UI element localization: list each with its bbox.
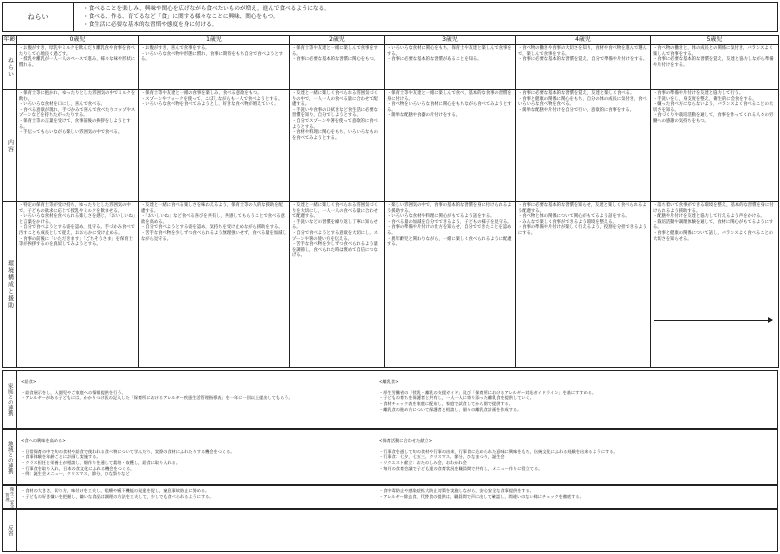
age-header-row [3, 36, 779, 45]
age-header-label: 年齢 [3, 36, 16, 43]
community-label: 地域との連携 [3, 430, 17, 484]
community-left-text: ・日常保育の中で旬の食材や給食で使われる食べ物について学んだり，実際の食材にふれたりする機会をつくる。 ・食事体験を年齢ごとに計画し実施する。 ・クラス担任と栄養士が相談し，畑作りを通して栽培・収穫し，給食に取り入れる。 ・行事食を取り入れ，日本の食文化にふれる機会をつくる。 ・例：誕生会メニュー，クリスマス，節分，ひな祭りなど [21, 448, 235, 477]
env-cell-age0: ・特定の保育士等が受け持ち，ゆったりとした雰囲気の中で，子どもの欲求に応じて授乳やミルクを飲ませる。 ・いろいろな食材を食べられる楽しさを感じ，「おいしいね」と言葉をかける。 ・自分で食べようとする姿を認め，見守る。手づかみ食べで汚すことも成長として捉え，おおらかに受け止める。 ・食事の前後に「いただきます」「ごちそうさま」を保育士等が挨拶するのを真似してみようとする。 [17, 202, 139, 368]
row-label-content: 内容 [3, 90, 17, 202]
reflection-section [2, 509, 778, 552]
aims-cell-age4: ・食べ物の働きや食事の大切さを知り，食材や食べ物を進んで選んで，楽しんで食事をする。 ・食事に必要な基本的な習慣を覚え，自分で準備や片付けをする。 [516, 45, 651, 90]
aims-text: ・食べることを楽しみ，興味や関心を広げながら食べたいものが増え，進んで食べるようになる。 ・食べる、作る、育てるなど「食」に関する様々なことに興味、関心をもつ。 ・食生活に必要な基本的な習慣や態度を身に付ける。 [83, 6, 330, 28]
content-cell-age0: ・保育士等に抱かれ，ゆったりとした雰囲気の中でミルクを飲む。 ・いろいろな食材を口にし，喜んで食べる。 ・食べる意欲が現れ，手づかみで喜んで食べたりコップやスプーンなどを持ちたがったりする。 ・保育士等の言葉を受けて，食事前後の挨拶をしようとする。 ・手伝ってもらいながら楽しい雰囲気の中で食べる。 [17, 90, 139, 202]
family-left-text: ・給食展示をし，入園児やご家庭への情報提供を行う。 ・アレルギーがある子どもには，かかりつけ医の記入した「保育所におけるアレルギー疾患生活管理指導表」を一年に一回以上提出してもらう。 [21, 389, 293, 401]
env-cell-age5: ・落ち着いて食事ができる環境を整え，基本的な習慣を身に付けられるよう援助する。 ・配膳や片付けを友達と協力して行えるよう声をかける。 ・栽培活動や調理体験を通して，食材に関心がもてるようにする。 ・食事と健康の関係について話し，バランスよく食べることの大切さを知らせる。 [651, 202, 779, 368]
food-education-plan [2, 2, 778, 552]
family-label: 家庭との連携 [3, 371, 17, 428]
content-cell-age3: ・保育士等や友達と一緒に楽しんで食べ，基本的な食事の習慣を身に付ける。 ・食べ物をいろいろな食材に関心をもちながら食べてみようとする。 ・簡単な配膳や食器の片付けをする。 [385, 90, 516, 202]
content-row [3, 90, 779, 202]
row-label-aims: ねらい [3, 45, 17, 90]
content-cell-age5: ・食事の準備や片付けを友達と協力して行う。 ・手洗いをし，身支度を整え，衛生的に会食をする。 ・嫌った食べ方にならないよう，バランスよく食べることの大切さを知る。 ・食づくりや栽培活動を通して，食事を作ってくれる人々の労働への感謝の気持ちをもつ。 [651, 90, 779, 202]
family-right [379, 373, 775, 418]
aims-label: ねらい [3, 3, 74, 31]
aims-cell-age2: ・保育士等や友達と一緒に楽しんで食事をする。 ・食事に必要な基本的な習慣に関心をもつ。 [290, 45, 385, 90]
content-cell-age1: ・保育士等や友達と一緒の食事を楽しみ，食べる意欲をもつ。 ・スプーンやフォークを使って，こぼしながらも一人で食べようとする。 ・いろいろな食べ物を食べてみようとし，好きな食べ物が増えていく。 [139, 90, 290, 202]
hygiene-label: 衛生・安全管理 [3, 486, 17, 508]
family-left [21, 373, 371, 407]
hygiene-right: ・食中毒防止や感染症拡大防止対策を実施しながら，安心安全な食事提供をする。 ・アレルギー除去食，代替食の提供は，職員間で声に出して確認し，間違いのない様にチェックを徹底する。 [379, 488, 584, 499]
aims-cell-age1: ・お腹がすき，喜んで食事をする。 ・いろいろな食べ物や形態に慣れ，食事に期待をもち自分で食べようとする。 [139, 45, 290, 90]
environment-row [3, 202, 779, 368]
age-col-2: 2歳児 [290, 36, 385, 45]
env-cell-age3: ・楽しい雰囲気の中で，食事の基本的な習慣を身に付けられるよう援助する。 ・いろいろな食材や料理に関心がもてるよう話をする。 ・食べる量の加減を自分でできるよう，子どもの様子を見守る。 ・食事の準備や片付けの仕方を知らせ，自分でできたことを認める。 ・異年齢児と関わりながら，一緒に楽しく食べられるように配慮する。 [385, 202, 516, 368]
arrow-head [768, 317, 773, 323]
community-left [21, 432, 371, 482]
family-right-title: <離乳食> [379, 378, 399, 384]
family-left-title: <給食> [21, 378, 37, 384]
row-label-environment: 環境構成と援助 [3, 202, 17, 368]
age-col-1: 1歳児 [139, 36, 290, 45]
content-cell-age2: ・友達と一緒に楽しく食べられる雰囲気づくりの中で，一人一人の食べる量に合わせて配慮する。 ・手洗いや食事の口拭きなど食生活に必要な習慣を知り，自分でしようとする。 ・自分でスプーンや箸を使って意欲的に食べようとする。 ・食材や料理に関心をもち，いろいろなものを食べてみようとする。 [290, 90, 385, 202]
community-right [379, 432, 775, 477]
overall-aims-box [2, 2, 778, 32]
env-cell-age2: ・友達と一緒に楽しく食べられる雰囲気づくりを大切にし，一人一人の食べる量に合わせて配慮する。 ・手洗いなどの習慣を繰り返し丁寧に知らせる。 ・自分で食べようとする意欲を大切にし，スプーンや箸の使い方を伝える。 ・苦手な食べ物を少しずつ食べられるよう量を調節し，食べられた時は褒めて自信につなげる。 [290, 202, 385, 368]
family-section [2, 370, 778, 429]
continuation-arrow [654, 320, 772, 321]
family-right-text: ・厚生労働省の「授乳・離乳の支援ガイド」及び「保育所におけるアレルギー対応ガイドライン」を基にすすめる。 ・子どもの育ちを保護者と共有し，一人一人に寄り添った離乳食を提供していく。 ・食材チェック表を家庭に配布し，家庭で試食してから園で提供する。 ・離乳食の進め方について保護者と相談し，個々の離乳食計画を作成する。 [379, 389, 597, 412]
community-section [2, 429, 778, 485]
hygiene-section [2, 485, 778, 509]
aims-row [3, 45, 779, 90]
age-col-0: 0歳児 [17, 36, 139, 45]
age-plan-table [2, 35, 779, 368]
age-col-3: 3歳児 [385, 36, 516, 45]
community-left-title: <食への興味を高める> [21, 437, 66, 443]
reflection-label: 反省 [3, 510, 17, 551]
env-cell-age1: ・友達と一緒に食べる楽しさを味わえるよう，保育士等の人的な援助を配慮する。 ・「おいしいね」など食べる喜びを共有し，共感してもらうことで食べる意欲を高める。 ・自分で食べようとする姿を認め，気持ちを受け止めながら援助をする。 ・苦手な食べ物を少しずつ食べられるよう無理強いせず，食べる量を加減しながら見守る。 [139, 202, 290, 368]
age-col-4: 4歳児 [516, 36, 651, 45]
aims-cell-age3: ・いろいろな食材に関心をもち，保育士や友達と楽しんで食事をする。 ・食事に必要な基本的な習慣があることを知る。 [385, 45, 516, 90]
age-col-5: 5歳児 [651, 36, 779, 45]
hygiene-left: ・食材の大きさ，切り方，味付けを工夫し，咀嚼や嚥下機能の発達を促し，窒息事故防止に努める。 ・子どもの好き嫌いを把握し，嫌いな食品は調理の方法を工夫して，少しでも食べられるようにする。 [21, 488, 214, 499]
env-cell-age4: ・食事に必要な基本的な習慣を知らせ，友達と楽しく食べられるよう配慮する。 ・食べ物と体の関係について関心がもてるよう話をする。 ・みんなで楽しく食事ができるよう環境を整える。 ・食事の準備や片付けが楽しく行えるよう，役割を分担できるようにする。 [516, 202, 651, 368]
aims-cell-age0: ・お腹がすき，母乳やミルクを飲んだり離乳食や食事を食べたりして心地良く過ごす。 ・授乳や離乳が一人一人のペースで進み，様々な味や形状に慣れる。 [17, 45, 139, 90]
community-right-text: ・行事食を通して旬の食材や行事の由来，行事食に込められた意味に興味をもち，伝統文化にふれる経験を出来るようにする。 ・行事食：七夕，七五三，クリスマス，節分，ひなまつり，誕生会 ・リクエスト献立：おたのしみ会，おわかれ会 ・毎月の食育会議で子ども達の食育状況を職員間で共有し，メニュー作りに役立てる。 [379, 448, 618, 471]
aims-cell-age5: ・食べ物の働きと，体の成長との関係に気付き，バランスよく楽しんで食事をする。 ・食事に必要な基本的な習慣を覚え，友達と協力しながら準備や片付けをする。 [651, 45, 779, 90]
content-cell-age4: ・食事に必要な基本的な習慣を覚え，友達と楽しく食べる。 ・食事と健康の関係に関心をもち，自分の体の成長に気付き，食べいろいろな食べ物を食べる。 ・簡単な配膳や片付けを自分で行い，意欲的に食事をする。 [516, 90, 651, 202]
community-right-title: <保育活動に合わせた献立> [379, 437, 433, 443]
